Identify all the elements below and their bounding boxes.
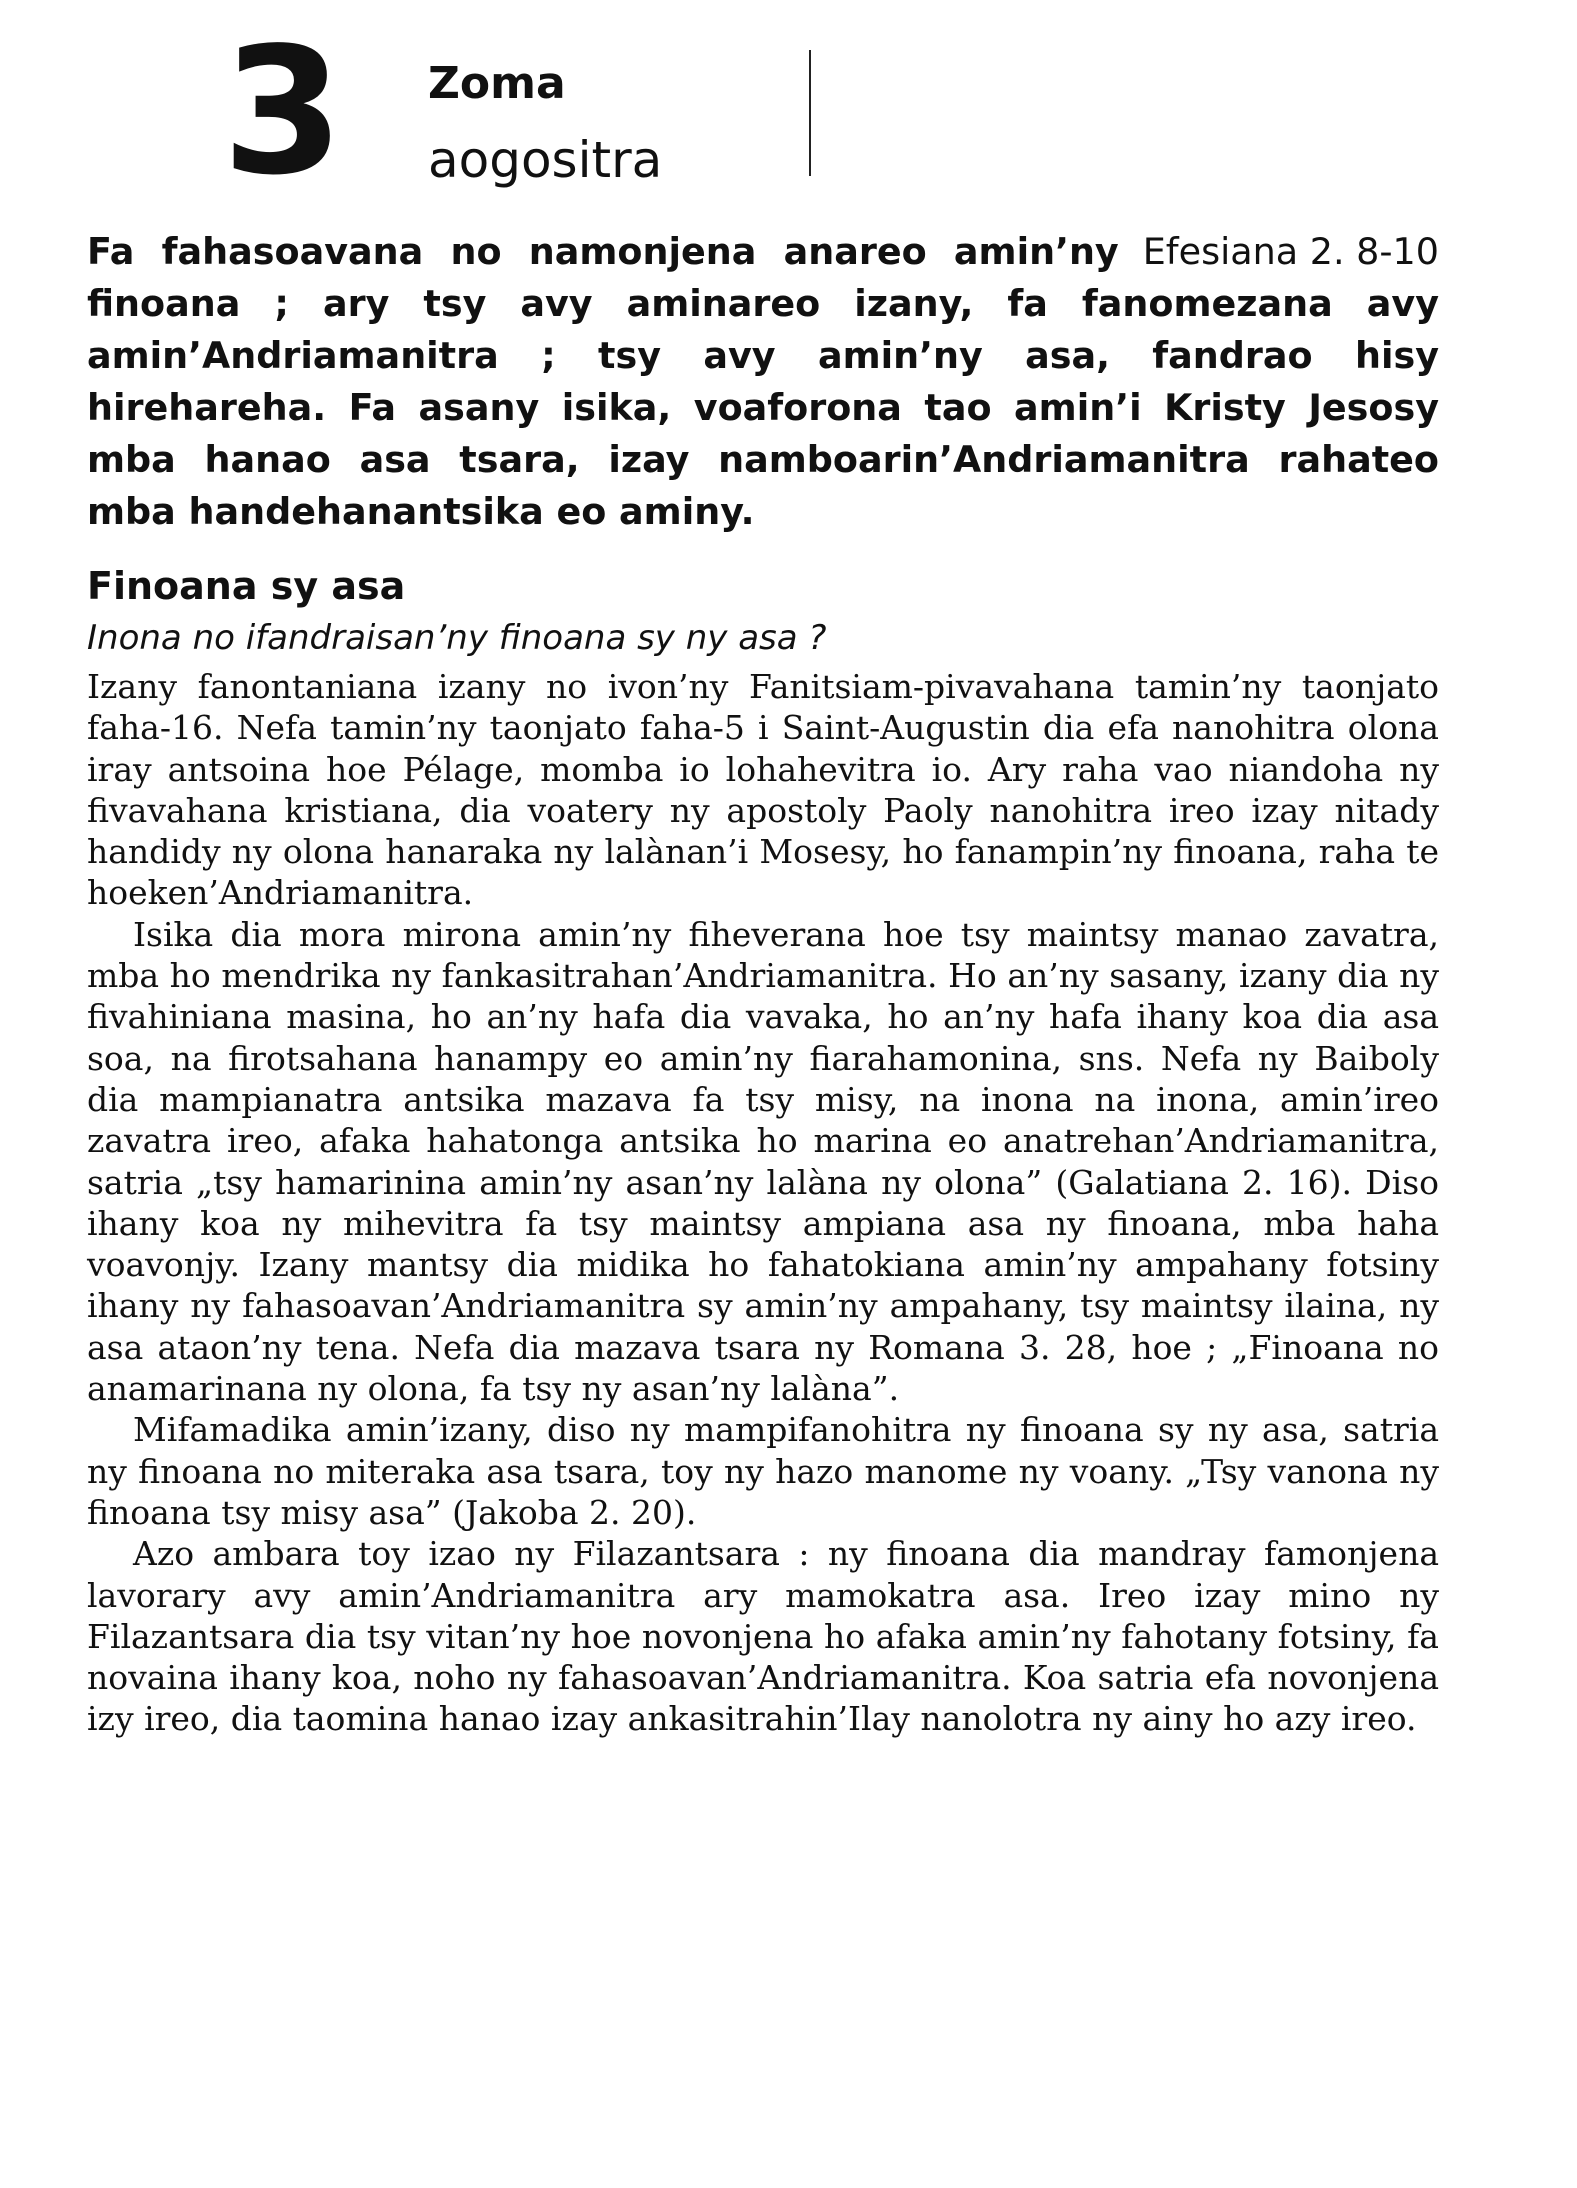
section-subtitle: Inona no ifandraisan’ny finoana sy ny asa ? — [87, 618, 827, 658]
verse-reference: Efesiana 2. 8-10 — [1142, 230, 1439, 273]
paragraph: Isika dia mora mirona amin’ny fiheverana hoe tsy maintsy manao zavatra, mba ho mendrika ny fankasitrahan’Andriamanitra. Ho an’ny sasany, izany dia ny fivahiniana masina, ho an’ny hafa dia vavaka, ho an’ny hafa ihany koa dia asa soa, na firotsahana hanampy eo amin’ny fiarahamonina, sns. Nefa ny Baiboly dia mampianatra antsika mazava fa tsy misy, na inona na inona, amin’ireo zavatra ireo, afaka hahatonga antsika ho marina eo anatrehan’Andriamanitra, satria „tsy hamarinina amin’ny asan’ny lalàna ny olona” (Galatiana 2. 16). Diso ihany koa ny mihevitra fa tsy maintsy ampiana asa ny finoana, mba haha voavonjy. Izany mantsy dia midika ho fahatokiana amin’ny ampahany fotsiny ihany ny fahasoavan’Andriamanitra sy amin’ny ampahany, tsy maintsy ilaina, ny asa ataon’ny tena. Nefa dia mazava tsara ny Romana 3. 28, hoe ; „Finoana no anamarinana ny olona, fa tsy ny asan’ny lalàna”. — [87, 914, 1439, 1409]
paragraph: Izany fanontaniana izany no ivon’ny Fanitsiam-pivavahana tamin’ny taonjato faha-16. Nefa tamin’ny taonjato faha-5 i Saint-Augustin dia efa nanohitra olona iray antsoina hoe Pélage, momba io lohahevitra io. Ary raha vao niandoha ny fivavahana kristiana, dia voatery ny apostoly Paoly nanohitra ireo izay nitady handidy ny olona hanaraka ny lalànan’i Mosesy, ho fanampin’ny finoana, raha te hoeken’Andriamanitra. — [87, 667, 1439, 913]
weekday: Zoma — [428, 58, 566, 109]
bible-verse — [87, 226, 1439, 538]
header-divider — [809, 50, 811, 176]
section-title: Finoana sy asa — [87, 564, 406, 608]
page-header — [0, 0, 1577, 214]
paragraph: Azo ambara toy izao ny Filazantsara : ny finoana dia mandray famonjena lavorary avy amin’Andriamanitra ary mamokatra asa. Ireo izay mino ny Filazantsara dia tsy vitan’ny hoe novonjena ho afaka amin’ny fahotany fotsiny, fa novaina ihany koa, noho ny fahasoavan’Andriamanitra. Koa satria efa novonjena izy ireo, dia taomina hanao izay ankasitrahin’Ilay nanolotra ny ainy ho azy ireo. — [87, 1534, 1439, 1739]
body-text — [87, 666, 1439, 1740]
day-number: 3 — [222, 11, 340, 214]
verse-text: Fa fahasoavana no namonjena anareo amin’ny finoana ; ary tsy avy aminareo izany, fa fanomezana avy amin’Andriamanitra ; tsy avy amin’ny asa, fandrao hisy hirehareha. Fa asany isika, voaforona tao amin’i Kristy Jesosy mba hanao asa tsara, izay namboarin’Andriamanitra rahateo mba handehanantsika eo aminy. — [87, 230, 1439, 533]
month: aogositra — [428, 131, 663, 189]
paragraph: Mifamadika amin’izany, diso ny mampifanohitra ny finoana sy ny asa, satria ny finoana no miteraka asa tsara, toy ny hazo manome ny voany. „Tsy vanona ny finoana tsy misy asa” (Jakoba 2. 20). — [87, 1410, 1439, 1532]
